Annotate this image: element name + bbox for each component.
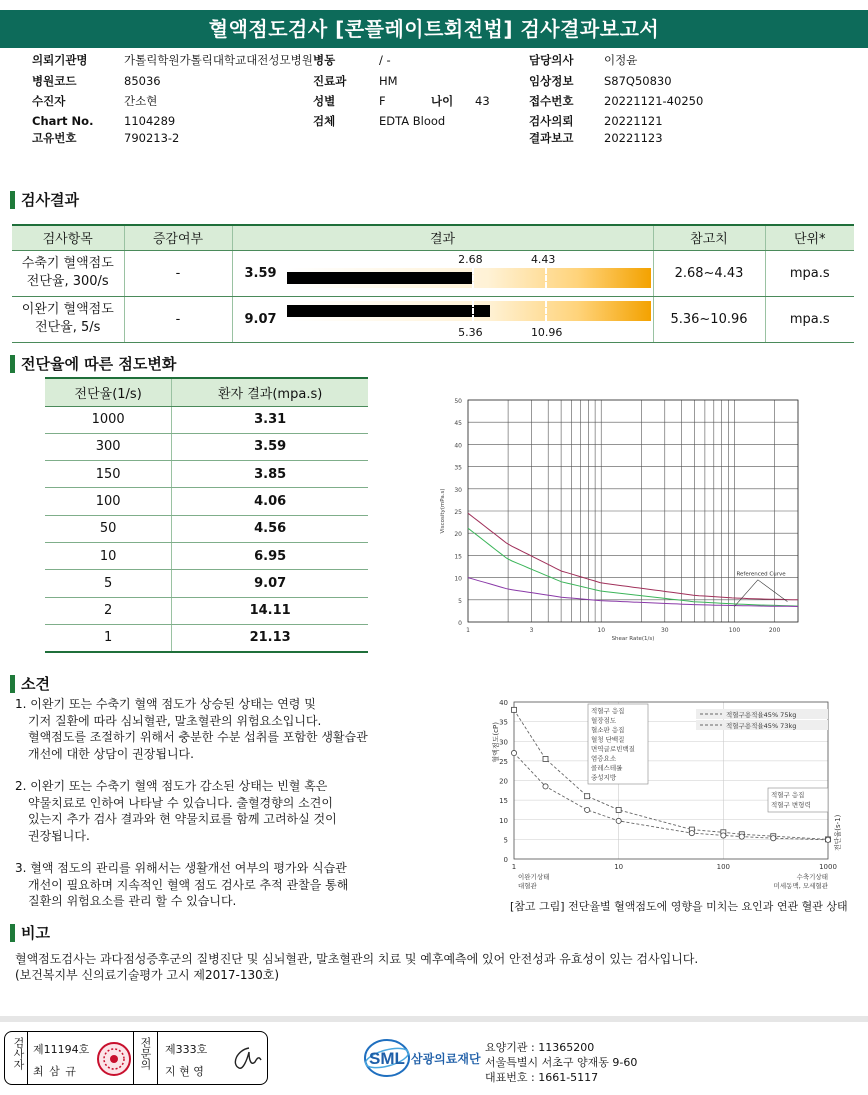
info-label: Chart No. [32, 114, 94, 128]
info-label: 임상정보 [529, 74, 574, 88]
col-header: 증감여부 [124, 225, 232, 250]
note-line: 개선에 대한 상담이 권장됩니다. [28, 746, 194, 761]
y-tick-label: 35 [454, 464, 462, 472]
shear-row [45, 488, 368, 515]
address: 서울특별시 서초구 양재동 9-60 [485, 1056, 638, 1069]
y-tick-label: 50 [454, 398, 462, 405]
test-item [12, 250, 124, 296]
ref-range: 5.36~10.96 [653, 296, 765, 342]
gauge-ref-low-tick [472, 268, 474, 288]
result-cell [232, 250, 653, 296]
patient-viscosity: 3.59 [172, 433, 368, 460]
x-tick-label: 200 [768, 627, 781, 634]
info-label: 검체 [313, 114, 336, 128]
gauge-value-bar [287, 305, 491, 317]
factor-label: 중성지방 [591, 773, 617, 782]
info-value: HM [379, 74, 398, 88]
info-value: EDTA Blood [379, 114, 446, 128]
y-tick-label: 20 [499, 777, 508, 786]
info-value: 1104289 [124, 114, 176, 128]
factor-label: 혈장점도 [591, 716, 617, 725]
x-tick-label: 100 [728, 627, 741, 634]
note-line: 2. 이완기 또는 수축기 혈액 점도가 감소된 상태는 빈혈 혹은 [15, 779, 328, 793]
specialist-no: 제333호 [165, 1043, 208, 1056]
info-value: / - [379, 53, 391, 67]
logo-text: SML [369, 1049, 405, 1068]
note-line: 개선이 필요하며 지속적인 혈액 점도 검사로 추적 관찰을 통해 [28, 877, 349, 892]
y-tick-label: 45 [454, 420, 462, 428]
info-value: 20221123 [604, 131, 663, 145]
x-tick-label: 1000 [819, 863, 837, 871]
y-axis-label: Viscosity(mPa.s) [440, 488, 446, 534]
shear-rate: 5 [45, 570, 172, 597]
shear-table [45, 377, 368, 653]
report-title: 혈액점도검사 [콘플레이트회전법] 검사결과보고서 [0, 10, 868, 48]
info-value: 20221121 [604, 114, 663, 128]
x-caption-right: 수축기상태 [796, 873, 828, 881]
ref-low-label: 5.36 [458, 325, 483, 339]
series-line [468, 528, 798, 606]
note-paragraph [15, 696, 368, 762]
factor-label: 적혈구 변형력 [771, 801, 811, 809]
x-tick-label: 3 [529, 627, 534, 634]
annotation-label: Referenced Curve [736, 571, 786, 578]
info-label: 성별 [313, 94, 336, 108]
patient-viscosity: 3.85 [172, 461, 368, 488]
footer-divider [0, 1016, 868, 1022]
x-tick-label: 10 [597, 627, 606, 634]
shear-row [45, 624, 368, 651]
data-point [616, 818, 621, 823]
info-value: 43 [475, 94, 490, 108]
result-gauge [287, 301, 651, 321]
test-item-line: 수축기 혈액점도 [21, 256, 114, 271]
tester-name: 최 삼 규 [33, 1065, 77, 1078]
sml-logo-icon [363, 1036, 413, 1082]
shear-rate: 150 [45, 461, 172, 488]
remarks-line: (보건복지부 신의료기술평가 고시 제2017-130호) [15, 968, 280, 982]
y-tick-label: 30 [499, 738, 508, 747]
info-label: 담당의사 [529, 53, 574, 67]
data-point [825, 837, 830, 842]
data-point [585, 807, 590, 812]
test-item-line: 전단율, 5/s [35, 320, 101, 335]
result-value: 3.59 [244, 265, 277, 281]
shear-rate: 1000 [45, 406, 172, 433]
reference-chart [490, 692, 860, 892]
y-tick-label: 5 [458, 597, 462, 605]
factor-label: 혈청 단백질 [591, 735, 625, 744]
change-indicator: - [124, 296, 232, 342]
patient-viscosity: 6.95 [172, 542, 368, 569]
viscosity-chart [432, 390, 812, 650]
y-tick-label: 10 [499, 816, 508, 825]
x-tick-label: 100 [716, 863, 731, 871]
shear-row [45, 570, 368, 597]
y-tick-label: 20 [454, 531, 462, 539]
shear-row [45, 406, 368, 433]
gauge-ref-high-tick [545, 301, 547, 321]
shear-rate: 300 [45, 433, 172, 460]
shear-row [45, 433, 368, 460]
note-paragraph [15, 860, 348, 910]
patient-viscosity: 21.13 [172, 624, 368, 651]
results-heading: 검사결과 [10, 189, 79, 210]
x-caption-left: 이완기상태 [518, 873, 550, 881]
result-value: 9.07 [244, 311, 277, 327]
notes-heading: 소견 [10, 673, 50, 694]
info-label: 진료과 [313, 74, 347, 88]
x-tick-label: 10 [614, 863, 624, 871]
ref-high-label: 10.96 [530, 325, 563, 339]
x-tick-label: 1 [466, 627, 470, 634]
gauge-value-bar [287, 272, 473, 284]
factor-label: 혈소판 응집 [591, 726, 625, 734]
shear-row [45, 461, 368, 488]
signature-icon [227, 1042, 263, 1074]
note-line: 3. 혈액 점도의 관리를 위해서는 생활개선 여부의 평가와 식습관 [15, 861, 347, 875]
series-line [468, 578, 798, 607]
seal-icon [95, 1040, 133, 1078]
specialist-name: 지 현 영 [165, 1065, 204, 1078]
shear-rate: 2 [45, 597, 172, 624]
x-axis-label: Shear Rate(1/s) [611, 636, 655, 642]
info-label: 의뢰기관명 [32, 53, 88, 67]
remarks-heading: 비고 [10, 922, 50, 943]
col-header: 검사항목 [12, 225, 124, 250]
patient-viscosity: 3.31 [172, 406, 368, 433]
y-tick-label: 30 [454, 486, 462, 494]
col-header: 결과 [232, 225, 653, 250]
data-point [739, 834, 744, 839]
annotation-arrow [758, 580, 788, 602]
phone: 대표번호 : 1661-5117 [485, 1071, 599, 1084]
test-item [12, 296, 124, 342]
y-axis-label: 혈액점도(cP) [492, 722, 500, 763]
org-name: 삼광의료재단 [411, 1052, 481, 1066]
result-cell [232, 296, 653, 342]
data-point [585, 794, 590, 799]
data-point [543, 756, 548, 761]
info-value: 이정윤 [604, 53, 638, 67]
data-point [721, 833, 726, 838]
results-table [12, 224, 854, 343]
annotation-arrow [734, 580, 757, 607]
y-tick-label: 5 [503, 836, 508, 845]
shear-row [45, 542, 368, 569]
ref-low-label: 2.68 [458, 252, 483, 266]
note-paragraph [15, 778, 337, 844]
info-value: S87Q50830 [604, 74, 672, 88]
col-header: 환자 결과(mpa.s) [172, 378, 368, 406]
info-label: 결과보고 [529, 131, 574, 145]
shear-rate: 100 [45, 488, 172, 515]
test-item-line: 전단율, 300/s [26, 274, 109, 289]
note-line: 약물치료로 인하여 나타날 수 있습니다. 출혈경향의 소견이 [28, 795, 333, 810]
info-label: 고유번호 [32, 131, 77, 145]
info-label: 나이 [431, 94, 454, 108]
tester-no: 제11194호 [33, 1043, 90, 1056]
shear-rate: 50 [45, 515, 172, 542]
legend-label: 적혈구용적율45% 73kg [726, 722, 797, 730]
data-point [689, 830, 694, 835]
patient-viscosity: 9.07 [172, 570, 368, 597]
data-point [771, 836, 776, 841]
info-value: 20221121-40250 [604, 94, 704, 108]
legend-label: 적혈구용적율45% 75kg [726, 711, 797, 719]
info-label: 병원코드 [32, 74, 77, 88]
y-tick-label: 25 [454, 509, 462, 516]
x-tick-label: 30 [660, 627, 669, 634]
data-point [616, 807, 621, 812]
patient-viscosity: 4.56 [172, 515, 368, 542]
y-tick-label: 15 [454, 553, 462, 561]
signature-box [4, 1031, 268, 1085]
note-line: 기저 질환에 따라 심뇌혈관, 말초혈관의 위험요소입니다. [28, 713, 322, 728]
note-line: 있는지 추가 검사 결과와 현 약물치료를 함께 고려하실 것이 [28, 812, 337, 826]
result-row [12, 250, 854, 296]
col-header: 참고치 [653, 225, 765, 250]
info-value: 790213-2 [124, 131, 180, 145]
gauge-ref-high-tick [545, 268, 547, 288]
y-tick-label: 0 [503, 856, 508, 864]
specialist-label: 전문의 [139, 1037, 152, 1070]
factor-label: 콜레스테롤 [591, 764, 623, 772]
shear-rate: 10 [45, 542, 172, 569]
change-indicator: - [124, 250, 232, 296]
factor-label: 염증요소 [591, 754, 617, 763]
patient-viscosity: 14.11 [172, 597, 368, 624]
unit: mpa.s [765, 250, 854, 296]
info-label: 수진자 [32, 94, 66, 108]
result-gauge [287, 268, 651, 288]
ref-range: 2.68~4.43 [653, 250, 765, 296]
result-row [12, 296, 854, 342]
factor-label: 적혈구 응집 [771, 791, 805, 799]
reference-caption: [참고 그림] 전단율별 혈액점도에 영향을 미치는 요인과 연관 혈관 상태 [510, 900, 848, 913]
info-value: F [379, 94, 386, 108]
agency-no: 요양기관 : 11365200 [485, 1041, 595, 1054]
y-tick-label: 15 [499, 797, 508, 806]
shear-row [45, 597, 368, 624]
series-line [468, 513, 798, 600]
info-label: 검사의뢰 [529, 114, 574, 128]
y-axis-right-label: 전단율(s-1) [834, 814, 842, 851]
unit: mpa.s [765, 296, 854, 342]
gauge-ref-low-tick [472, 301, 474, 321]
data-point [543, 784, 548, 789]
ref-high-label: 4.43 [530, 252, 556, 266]
y-tick-label: 0 [458, 620, 462, 627]
info-label: 접수번호 [529, 94, 574, 108]
remarks-line: 혈액점도검사는 과다점성증후군의 질병진단 및 심뇌혈관, 말초혈관의 치료 및 예후예측에 있어 안전성과 유효성이 있는 검사입니다. [15, 952, 699, 966]
note-line: 혈액점도를 조절하기 위해서 충분한 수분 섭취를 포함한 생활습관 [28, 730, 368, 744]
col-header: 단위* [765, 225, 854, 250]
factor-label: 적혈구 응집 [591, 707, 625, 715]
shear-row [45, 515, 368, 542]
shear-rate: 1 [45, 624, 172, 651]
y-tick-label: 35 [499, 718, 508, 727]
tester-label: 검사자 [12, 1037, 25, 1070]
test-item-line: 이완기 혈액점도 [21, 302, 114, 317]
col-header: 전단율(1/s) [45, 378, 172, 406]
info-value: 가톨릭학원가톨릭대학교대전성모병원 [124, 53, 313, 67]
y-tick-label: 40 [499, 699, 508, 707]
info-value: 85036 [124, 74, 161, 88]
shear-heading: 전단율에 따른 점도변화 [10, 353, 176, 374]
info-label: 병동 [313, 53, 336, 67]
note-line: 질환의 위험요소를 관리 할 수 있습니다. [28, 894, 237, 908]
y-tick-label: 40 [454, 442, 462, 450]
y-tick-label: 25 [499, 757, 508, 766]
data-point [511, 750, 516, 755]
y-tick-label: 10 [454, 575, 462, 583]
x-caption-left: 대혈관 [518, 882, 537, 890]
x-tick-label: 1 [511, 863, 517, 871]
factor-label: 면역글로빈백질 [591, 745, 635, 753]
info-value: 간소현 [124, 94, 158, 108]
patient-viscosity: 4.06 [172, 488, 368, 515]
data-point [512, 707, 517, 712]
note-line: 1. 이완기 또는 수축기 혈액 점도가 상승된 상태는 연령 및 [15, 697, 316, 711]
note-line: 권장됩니다. [28, 828, 90, 843]
x-caption-right: 미세동맥, 모세혈관 [773, 882, 828, 890]
